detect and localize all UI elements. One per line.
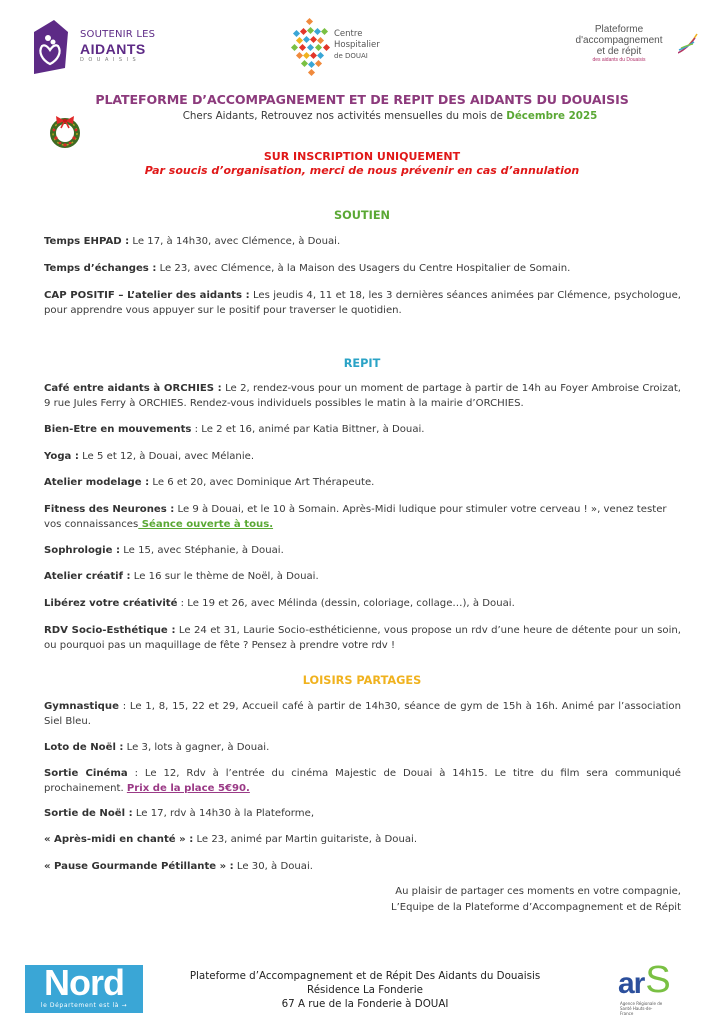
subtitle-text: Chers Aidants, Retrouvez nos activités mensuelles du mois de [182,110,507,122]
activity-item [44,475,681,490]
activity-item [44,569,681,584]
closing-line1: Au plaisir de partager ces moments en votre compagnie, [395,886,681,897]
snowflake-mosaic-icon [288,17,332,77]
registration-notice [0,150,724,178]
subtitle-month: Décembre 2025 [506,110,598,122]
closing-line2: L’Equipe de la Plateforme d’Accompagnement et de Répit [391,902,681,913]
activity-text: Le 2, rendez-vous pour un moment de partage à partir de 14h au Foyer Ambroise Croizat, 9 rue Jules Ferry à ORCHIES. Rendez-vous individuels possibles le matin à la mairie d’ORCHIES. [44,383,682,409]
centre-hospitalier-logo [288,17,408,77]
activity-label: Sophrologie : [44,545,121,556]
activity-item [44,623,681,653]
activity-item [44,422,681,437]
nord-logo-tagline: le Département est là → [40,1002,128,1009]
closing-signature [391,884,681,916]
logo-left-line3: DOUAISIS [80,57,141,63]
activity-text: : Le 1, 8, 15, 22 et 29, Accueil café à partir de 14h30, séance de gym de 15h à 16h. Animé par l’association Siel Bleu. [44,701,681,727]
house-heart-icon [32,20,68,74]
activity-item [44,766,681,796]
plateforme-logo [560,24,700,74]
activity-label: Temps EHPAD : [44,236,130,247]
christmas-wreath-icon [47,113,83,149]
nord-department-logo [25,962,143,1013]
ticket-price-link[interactable]: Prix de la place 5€90. [126,783,250,794]
activity-text: Le 9 à Douai, et le 10 à Somain. Après-Midi ludique pour stimuler votre cerveau ! », venez tester vos connaissances [44,504,667,530]
activity-item [44,234,681,249]
activity-item [44,502,681,532]
activity-label: Gymnastique [44,701,119,712]
logo-center-line3: de DOUAI [334,52,368,60]
activity-label: Atelier créatif : [44,571,131,582]
activity-text: : Le 19 et 26, avec Mélinda (dessin, coloriage, collage…), à Douai. [177,598,515,609]
activity-label: Temps d’échanges : [44,263,157,274]
ars-logo-s: S [645,959,671,1001]
logo-right-line4: des aidants du Douaisis [592,57,646,63]
logo-center-line2: Hospitalier [334,40,380,50]
activity-text: Le 3, lots à gagner, à Douai. [123,742,270,753]
activity-item [44,859,681,874]
activity-label: CAP POSITIF – L’atelier des aidants : [44,290,250,301]
activity-item [44,261,681,276]
activity-text: Le 6 et 20, avec Dominique Art Thérapeute. [149,477,375,488]
activity-text: Le 17, rdv à 14h30 à la Plateforme, [132,808,315,819]
activity-label: Café entre aidants à ORCHIES : [44,383,222,394]
activity-label: « Pause Gourmande Pétillante » : [44,861,234,872]
activity-item [44,699,681,729]
page-title: PLATEFORME D’ACCOMPAGNEMENT ET DE REPIT DES AIDANTS DU DOUAISIS [95,92,629,107]
logo-left-line2: AIDANTS [80,41,146,57]
page-subtitle [95,110,685,123]
logo-right-line3: et de répit [596,46,642,57]
activity-text: Le 17, à 14h30, avec Clémence, à Douai. [129,236,341,247]
logo-center-line1: Centre [334,29,363,39]
section-title-loisirs: LOISIRS PARTAGES [302,674,422,687]
section-title-soutien: SOUTIEN [334,209,390,222]
activity-label: Sortie Cinéma [44,768,128,779]
notice-line2: Par soucis d’organisation, merci de nous prévenir en cas d’annulation [144,164,580,177]
activity-item [44,381,681,411]
activity-text: Le 5 et 12, à Douai, avec Mélanie. [78,451,255,462]
logo-right-line2: d'accompagnement [575,35,663,46]
activity-label: Fitness des Neurones : [44,504,175,515]
activity-item [44,543,681,558]
activity-item [44,740,681,755]
activity-text: Le 24 et 31, Laurie Socio-esthéticienne, vous propose un rdv d’une heure de détente pour un soin, ou pourquoi pas un maquillage de fête ? Pensez à prendre votre rdv ! [44,625,681,651]
activity-text: Le 23, avec Clémence, à la Maison des Usagers du Centre Hospitalier de Somain. [156,263,571,274]
activity-label: « Après-midi en chanté » : [44,834,194,845]
open-session-link[interactable]: Séance ouverte à tous. [138,519,274,530]
ars-logo-caption: Agence Régionale de Santé Hauts-de-France [620,1001,663,1016]
activity-item [44,449,681,464]
section-title-repit: REPIT [343,357,381,370]
activity-item [44,288,681,318]
address-line3: 67 A rue de la Fonderie à DOUAI [281,998,449,1010]
logo-left-line1: SOUTENIR LES [80,29,156,40]
address-line1: Plateforme d’Accompagnement et de Répit Des Aidants du Douaisis [189,970,541,982]
activity-label: Loto de Noël : [44,742,124,753]
activity-text: Le 30, à Douai. [233,861,313,872]
activity-label: Libérez votre créativité [44,598,178,609]
activity-label: Sortie de Noël : [44,808,133,819]
activity-item [44,806,681,821]
activity-text: Le 16 sur le thème de Noël, à Douai. [130,571,319,582]
activity-label: Yoga : [44,451,79,462]
activity-label: Atelier modelage : [44,477,150,488]
logo-right-line1: Plateforme [594,24,644,35]
activity-label: Bien-Etre en mouvements [44,424,192,435]
activity-text: Le 15, avec Stéphanie, à Douai. [120,545,284,556]
activity-item [44,596,681,611]
ars-logo-letters: ar [618,967,645,1000]
activity-text: Le 23, animé par Martin guitariste, à Douai. [193,834,418,845]
activity-text: : Le 12, Rdv à l’entrée du cinéma Majestic de Douai à 14h15. Le titre du film sera communiqué prochainement. [44,768,681,794]
ars-logo [618,960,694,1016]
activity-text: Les jeudis 4, 11 et 18, les 3 dernières séances animées par Clémence, psychologue, pour apprendre vous appuyer sur le positif pour traverser le quotidien. [44,290,681,316]
activity-label: RDV Socio-Esthétique : [44,625,176,636]
address-line2: Résidence La Fonderie [307,984,423,996]
soutenir-les-aidants-logo [32,20,182,76]
activity-text: : Le 2 et 16, animé par Katia Bittner, à Douai. [191,424,425,435]
swoosh-icon [678,32,698,54]
nord-logo-text: Nord [44,962,124,1003]
notice-line1: SUR INSCRIPTION UNIQUEMENT [263,150,461,163]
footer-address [150,969,580,1011]
activity-item [44,832,681,847]
